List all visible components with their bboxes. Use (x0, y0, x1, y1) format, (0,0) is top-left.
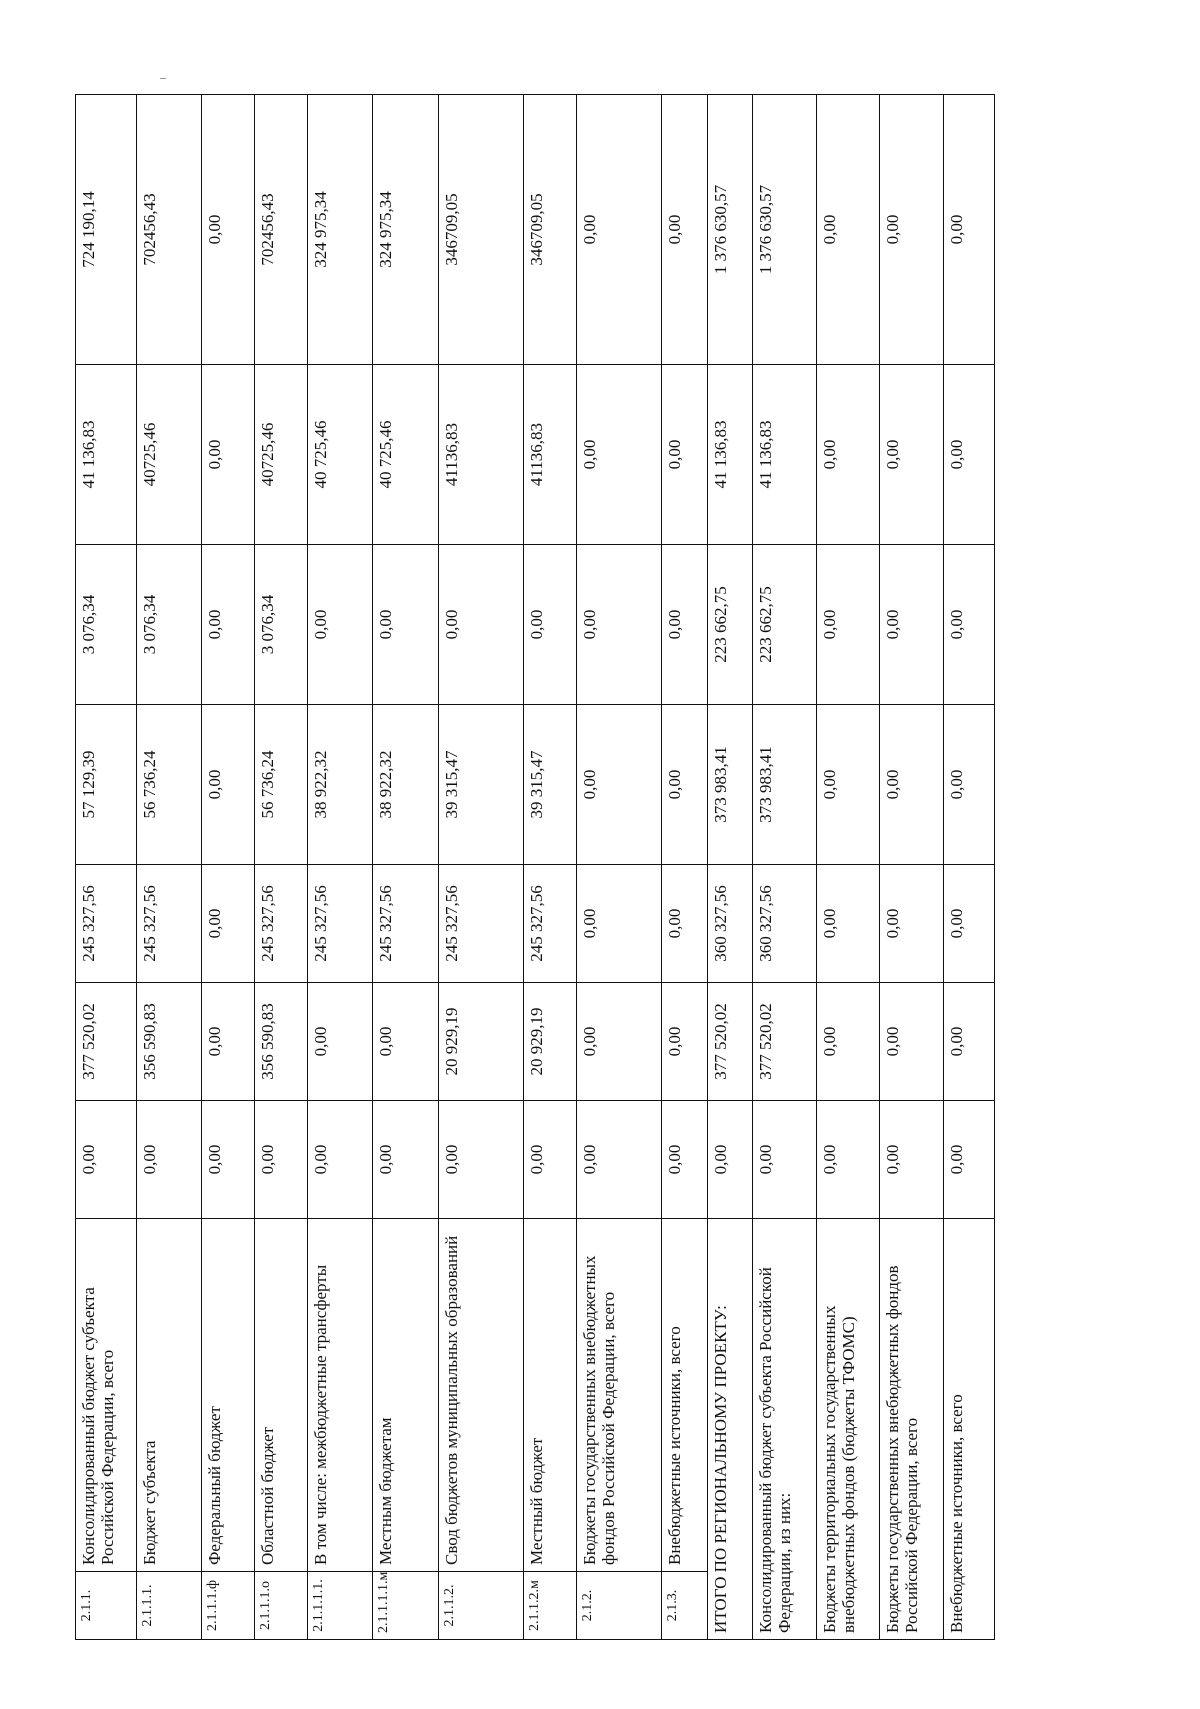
value-cell: 0,00 (439, 1101, 523, 1219)
summary-row (943, 95, 994, 1640)
value-cell: 356 590,83 (137, 983, 201, 1101)
value-cell: 0,00 (201, 95, 254, 365)
value-cell: 40725,46 (137, 365, 201, 545)
value-cell: 0,00 (201, 865, 254, 983)
summary-value: 0,00 (943, 983, 994, 1101)
value-cell: 38 922,32 (308, 705, 372, 865)
value-cell: 41136,83 (523, 365, 576, 545)
value-cell: 40 725,46 (372, 365, 439, 545)
value-cell: 0,00 (308, 1101, 372, 1219)
value-cell: 0,00 (201, 1101, 254, 1219)
value-cell: 3 076,34 (254, 545, 307, 705)
table-row (76, 95, 137, 1640)
value-cell: 0,00 (661, 705, 708, 865)
value-cell: 0,00 (308, 545, 372, 705)
summary-value: 0,00 (817, 545, 880, 705)
total-value: 223 662,75 (708, 545, 752, 705)
total-row (708, 95, 752, 1640)
value-cell: 56 736,24 (137, 705, 201, 865)
summary-row (817, 95, 880, 1640)
value-cell: 20 929,19 (439, 983, 523, 1101)
total-value: 41 136,83 (708, 365, 752, 545)
value-cell: 245 327,56 (439, 865, 523, 983)
row-code: 2.1.1.1. (137, 1572, 201, 1640)
table-row (137, 95, 201, 1640)
row-name: В том числе: межбюджетные трансферты (308, 1219, 372, 1572)
total-value: 360 327,56 (708, 865, 752, 983)
value-cell: 0,00 (372, 983, 439, 1101)
value-cell: 702456,43 (254, 95, 307, 365)
row-name: Свод бюджетов муниципальных образований (439, 1219, 523, 1572)
value-cell: 0,00 (577, 365, 661, 545)
summary-value: 41 136,83 (752, 365, 816, 545)
value-cell: 0,00 (308, 983, 372, 1101)
summary-value: 223 662,75 (752, 545, 816, 705)
value-cell: 0,00 (372, 1101, 439, 1219)
summary-value: 0,00 (943, 545, 994, 705)
value-cell: 245 327,56 (137, 865, 201, 983)
value-cell: 20 929,19 (523, 983, 576, 1101)
summary-value: 0,00 (817, 1101, 880, 1219)
value-cell: 38 922,32 (372, 705, 439, 865)
value-cell: 346709,05 (439, 95, 523, 365)
value-cell: 0,00 (577, 865, 661, 983)
rotated-page (75, 95, 995, 1640)
summary-value: 0,00 (943, 705, 994, 865)
value-cell: 0,00 (577, 705, 661, 865)
value-cell: 0,00 (661, 365, 708, 545)
total-value: 1 376 630,57 (708, 95, 752, 365)
total-value: 377 520,02 (708, 983, 752, 1101)
table-row (523, 95, 576, 1640)
summary-name: Консолидированный бюджет субъекта Российской Федерации, из них: (752, 1219, 816, 1640)
value-cell: 0,00 (523, 1101, 576, 1219)
row-name: Бюджет субъекта (137, 1219, 201, 1572)
summary-row (880, 95, 943, 1640)
value-cell: 0,00 (661, 983, 708, 1101)
total-value: 0,00 (708, 1101, 752, 1219)
summary-value: 0,00 (943, 365, 994, 545)
value-cell: 0,00 (201, 983, 254, 1101)
value-cell: 0,00 (661, 95, 708, 365)
row-name: Областной бюджет (254, 1219, 307, 1572)
row-code: 2.1.1.1.1.м (372, 1572, 439, 1640)
summary-value: 0,00 (943, 865, 994, 983)
budget-table (75, 94, 995, 1640)
total-value: 373 983,41 (708, 705, 752, 865)
value-cell: 0,00 (661, 545, 708, 705)
value-cell: 0,00 (254, 1101, 307, 1219)
value-cell: 0,00 (372, 545, 439, 705)
table-row (372, 95, 439, 1640)
summary-name: Бюджеты государственных внебюджетных фондов Российской Федерации, всего (880, 1219, 943, 1640)
value-cell: 702456,43 (137, 95, 201, 365)
summary-row (752, 95, 816, 1640)
summary-value: 0,00 (943, 95, 994, 365)
value-cell: 724 190,14 (76, 95, 137, 365)
summary-value: 0,00 (880, 365, 943, 545)
summary-value: 360 327,56 (752, 865, 816, 983)
summary-value: 0,00 (880, 1101, 943, 1219)
value-cell: 346709,05 (523, 95, 576, 365)
value-cell: 0,00 (201, 705, 254, 865)
summary-value: 0,00 (880, 705, 943, 865)
value-cell: 0,00 (523, 545, 576, 705)
value-cell: 41 136,83 (76, 365, 137, 545)
value-cell: 0,00 (577, 1101, 661, 1219)
value-cell: 0,00 (439, 545, 523, 705)
row-code: 2.1.1. (76, 1572, 137, 1640)
value-cell: 245 327,56 (372, 865, 439, 983)
summary-name: Внебюджетные источники, всего (943, 1219, 994, 1640)
row-name: Внебюджетные источники, всего (661, 1219, 708, 1572)
summary-value: 0,00 (817, 365, 880, 545)
value-cell: 3 076,34 (137, 545, 201, 705)
table-row (201, 95, 254, 1640)
value-cell: 245 327,56 (76, 865, 137, 983)
summary-value: 0,00 (880, 95, 943, 365)
value-cell: 0,00 (201, 365, 254, 545)
table-row (254, 95, 307, 1640)
summary-name: Бюджеты территориальных государственных внебюджетных фондов (бюджеты ТФОМС) (817, 1219, 880, 1640)
summary-value: 0,00 (817, 95, 880, 365)
value-cell: 0,00 (577, 545, 661, 705)
summary-value: 0,00 (817, 705, 880, 865)
summary-value: 0,00 (752, 1101, 816, 1219)
value-cell: 0,00 (661, 865, 708, 983)
table-row (439, 95, 523, 1640)
value-cell: 324 975,34 (372, 95, 439, 365)
row-code: 2.1.1.2.м (523, 1572, 576, 1640)
value-cell: 56 736,24 (254, 705, 307, 865)
value-cell: 57 129,39 (76, 705, 137, 865)
row-code: 2.1.3. (661, 1572, 708, 1640)
value-cell: 39 315,47 (523, 705, 576, 865)
row-code: 2.1.1.1.о (254, 1572, 307, 1640)
value-cell: 245 327,56 (523, 865, 576, 983)
row-code: 2.1.1.1.1. (308, 1572, 372, 1640)
value-cell: 40 725,46 (308, 365, 372, 545)
value-cell: 377 520,02 (76, 983, 137, 1101)
total-label: ИТОГО ПО РЕГИОНАЛЬНОМУ ПРОЕКТУ: (708, 1219, 752, 1640)
value-cell: 0,00 (577, 983, 661, 1101)
value-cell: 0,00 (661, 1101, 708, 1219)
row-name: Местным бюджетам (372, 1219, 439, 1572)
summary-value: 0,00 (817, 865, 880, 983)
value-cell: 0,00 (137, 1101, 201, 1219)
row-name: Федеральный бюджет (201, 1219, 254, 1572)
row-code: 2.1.2. (577, 1572, 661, 1640)
summary-value: 0,00 (880, 865, 943, 983)
value-cell: 39 315,47 (439, 705, 523, 865)
row-name: Местный бюджет (523, 1219, 576, 1572)
summary-value: 373 983,41 (752, 705, 816, 865)
value-cell: 3 076,34 (76, 545, 137, 705)
table-row (308, 95, 372, 1640)
summary-value: 1 376 630,57 (752, 95, 816, 365)
value-cell: 245 327,56 (308, 865, 372, 983)
row-code: 2.1.1.2. (439, 1572, 523, 1640)
summary-value: 0,00 (880, 545, 943, 705)
value-cell: 0,00 (577, 95, 661, 365)
value-cell: 0,00 (76, 1101, 137, 1219)
value-cell: 40725,46 (254, 365, 307, 545)
value-cell: 0,00 (201, 545, 254, 705)
summary-value: 0,00 (817, 983, 880, 1101)
value-cell: 356 590,83 (254, 983, 307, 1101)
scan-mark (160, 78, 166, 79)
value-cell: 245 327,56 (254, 865, 307, 983)
table-row (577, 95, 661, 1640)
summary-value: 0,00 (943, 1101, 994, 1219)
table-row (661, 95, 708, 1640)
value-cell: 41136,83 (439, 365, 523, 545)
row-name: Бюджеты государственных внебюджетных фондов Российской Федерации, всего (577, 1219, 661, 1572)
summary-value: 0,00 (880, 983, 943, 1101)
summary-value: 377 520,02 (752, 983, 816, 1101)
row-code: 2.1.1.1.ф (201, 1572, 254, 1640)
value-cell: 324 975,34 (308, 95, 372, 365)
row-name: Консолидированный бюджет субъекта Российской Федерации, всего (76, 1219, 137, 1572)
